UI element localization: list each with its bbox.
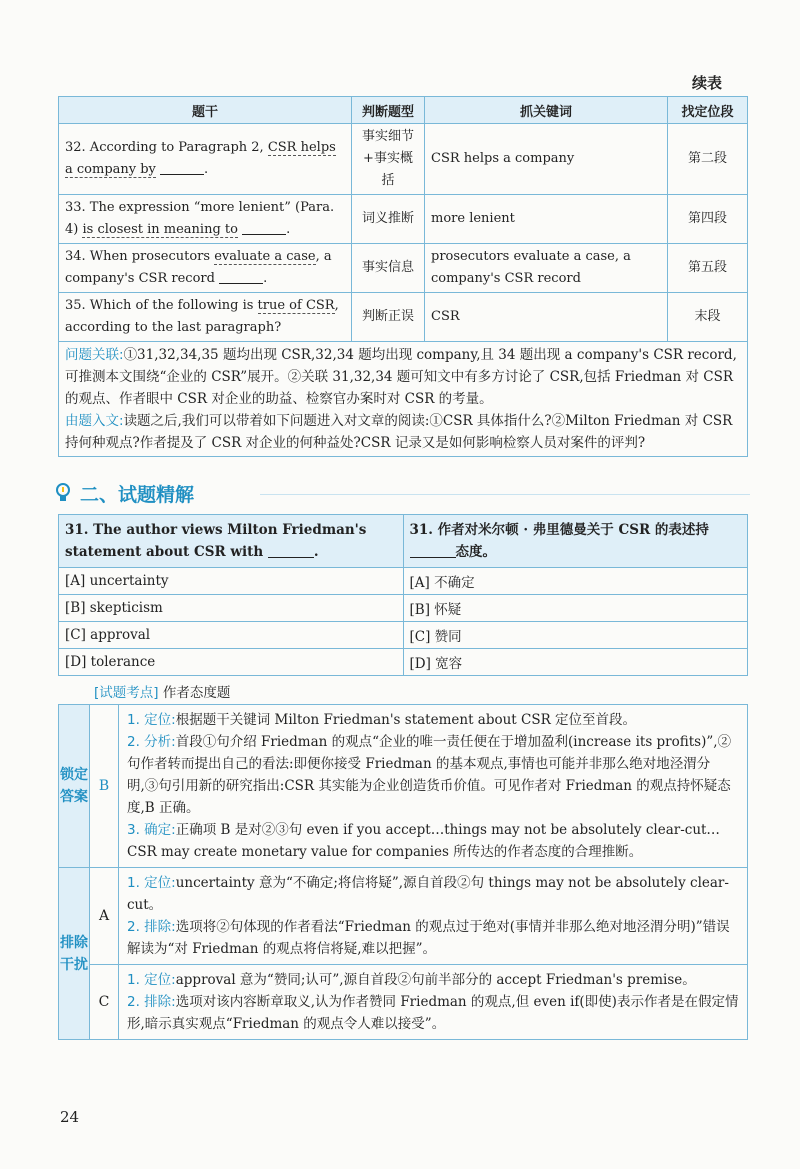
test-point-text: 作者态度题 <box>162 685 231 701</box>
distractor-text: 1. 定位:uncertainty 意为“不确定;将信将疑”,源自首段②句 things may not be absolutely clear-cut。 2. 排除:选项将②句体现的作者看法“Friedman 的观点过于绝对(事情并非那么绝对地泾渭分明)”错误解读为“对 Friedman 的观点将信将疑,难以把握”。 <box>119 868 748 965</box>
test-point-label: [试题考点] <box>94 685 159 701</box>
option-row <box>59 595 748 622</box>
answer-option: B <box>90 705 119 868</box>
distractor-option: C <box>90 965 119 1040</box>
table-row <box>59 124 748 195</box>
continued-label: 续表 <box>691 74 722 92</box>
stem-cell: 35. Which of the following is true of CSR, according to the last paragraph? <box>59 293 352 342</box>
stem-cell: 34. When prosecutors evaluate a case, a company's CSR record . <box>59 244 352 293</box>
type-cell: 事实细节+事实概括 <box>352 124 425 195</box>
option-en: [B] skepticism <box>59 595 404 622</box>
table-header-row <box>59 97 748 124</box>
lightbulb-icon <box>54 482 72 508</box>
exclude-row <box>59 868 748 965</box>
test-point <box>94 681 230 701</box>
entry-label: 由题入文: <box>65 413 124 429</box>
header-stem: 题干 <box>59 97 352 124</box>
location-cell: 末段 <box>668 293 748 342</box>
keyword-cell: more lenient <box>425 195 668 244</box>
option-en: [D] tolerance <box>59 649 404 676</box>
section-heading <box>50 478 750 508</box>
location-cell: 第四段 <box>668 195 748 244</box>
header-location: 找定位段 <box>668 97 748 124</box>
stem-cell: 32. According to Paragraph 2, CSR helps a company by . <box>59 124 352 195</box>
table-row <box>59 293 748 342</box>
option-row <box>59 568 748 595</box>
exclude-label: 排除干扰 <box>59 868 90 1040</box>
header-keyword: 抓关键词 <box>425 97 668 124</box>
analysis-table <box>58 704 748 1040</box>
entry-text: 读题之后,我们可以带着如下问题进入对文章的阅读:①CSR 具体指什么?②Milton Friedman 对 CSR 持何种观点?作者提及了 CSR 对企业的何种益处?CSR 记录又是如何影响检察人员对案件的评判? <box>65 413 733 451</box>
question-overview-table <box>58 96 748 457</box>
question-stem-zh: 31. 作者对米尔顿 · 弗里德曼关于 CSR 的表述持 态度。 <box>403 515 748 568</box>
section-title: 二、试题精解 <box>80 484 195 506</box>
association-text: ①31,32,34,35 题均出现 CSR,32,34 题均出现 company,且 34 题出现 a company's CSR record,可推测本文围绕“企业的 CSR”展开。②关联 31,32,34 题可知文中有多方讨论了 CSR,包括 Friedman 对 CSR 的观点、作者眼中 CSR 对企业的助益、检察官办案时对 CSR 的考量。 <box>65 347 737 407</box>
question-stem-en: 31. The author views Milton Friedman's statement about CSR with . <box>59 515 404 568</box>
option-zh: [B] 怀疑 <box>403 595 748 622</box>
option-en: [A] uncertainty <box>59 568 404 595</box>
option-row <box>59 622 748 649</box>
option-zh: [A] 不确定 <box>403 568 748 595</box>
keyword-cell: CSR helps a company <box>425 124 668 195</box>
option-en: [C] approval <box>59 622 404 649</box>
page-number: 24 <box>60 1108 80 1126</box>
keyword-cell: prosecutors evaluate a case, a company's CSR record <box>425 244 668 293</box>
question-stem-row <box>59 515 748 568</box>
exclude-row <box>59 965 748 1040</box>
option-row <box>59 649 748 676</box>
table-row <box>59 244 748 293</box>
stem-cell: 33. The expression “more lenient” (Para. 4) is closest in meaning to . <box>59 195 352 244</box>
option-zh: [D] 宽容 <box>403 649 748 676</box>
location-cell: 第二段 <box>668 124 748 195</box>
location-cell: 第五段 <box>668 244 748 293</box>
option-zh: [C] 赞同 <box>403 622 748 649</box>
type-cell: 判断正误 <box>352 293 425 342</box>
association-row <box>59 342 748 457</box>
lock-answer-label: 锁定答案 <box>59 705 90 868</box>
keyword-cell: CSR <box>425 293 668 342</box>
header-type: 判断题型 <box>352 97 425 124</box>
section-divider <box>260 494 750 495</box>
type-cell: 词义推断 <box>352 195 425 244</box>
distractor-text: 1. 定位:approval 意为“赞同;认可”,源自首段②句前半部分的 accept Friedman's premise。 2. 排除:选项对该内容断章取义,认为作者赞同 Friedman 的观点,但 even if(即使)表示作者是在假定情形,暗示真实观点“Friedman 的观点令人难以接受”。 <box>119 965 748 1040</box>
lock-answer-text: 1. 定位:根据题干关键词 Milton Friedman's statement about CSR 定位至首段。 2. 分析:首段①句介绍 Friedman 的观点“企业的唯一责任便在于增加盈利(increase its profits)”,②句作者转而提出自己的看法:即便你接受 Friedman 的基本观点,事情也可能并非那么绝对地泾渭分明,③句引用新的研究指出:CSR 其实能为企业创造货币价值。可见作者对 Friedman 的观点持怀疑态度,B 正确。 3. 确定:正确项 B 是对②③句 even if you accept…things may not be absolutely clear-cut…CSR may create monetary value for companies 所传达的作者态度的合理推断。 <box>119 705 748 868</box>
type-cell: 事实信息 <box>352 244 425 293</box>
question-table <box>58 514 748 676</box>
lock-answer-row <box>59 705 748 868</box>
distractor-option: A <box>90 868 119 965</box>
table-row <box>59 195 748 244</box>
association-label: 问题关联: <box>65 347 124 363</box>
association-cell <box>59 342 748 457</box>
